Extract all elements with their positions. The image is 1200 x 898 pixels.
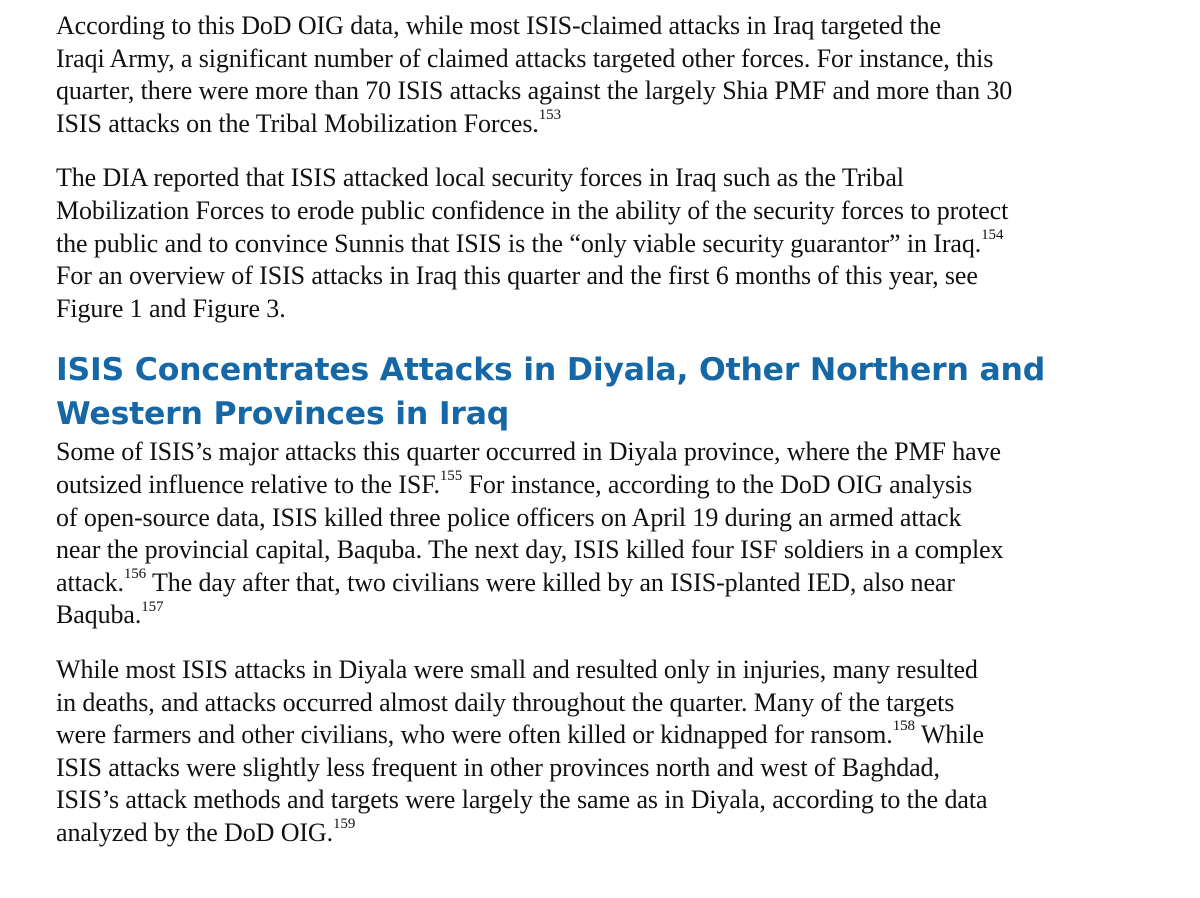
text-line: According to this DoD OIG data, while most ISIS-claimed attacks in Iraq targeted the xyxy=(56,11,941,40)
section-heading xyxy=(56,349,1136,436)
text-line xyxy=(56,817,1136,850)
text-segment: analyzed by the DoD OIG. xyxy=(56,817,334,847)
text-line xyxy=(56,228,1136,261)
text-line: ISIS attacks were slightly less frequent in other provinces north and west of Baghdad, xyxy=(56,752,940,782)
footnote-ref-159: 159 xyxy=(333,816,356,833)
text-segment: While xyxy=(914,720,984,750)
text-line: in deaths, and attacks occurred almost daily throughout the quarter. Many of the targets xyxy=(56,687,955,717)
text-line xyxy=(56,469,1136,502)
paragraph-dia-report xyxy=(56,162,1136,325)
text-segment: attack. xyxy=(56,567,124,597)
text-segment: For instance, according to the DoD OIG analysis xyxy=(462,469,973,499)
text-line: The DIA reported that ISIS attacked local security forces in Iraq such as the Tribal xyxy=(56,163,904,193)
text-line: Iraqi Army, a significant number of claimed attacks targeted other forces. For instance, this xyxy=(56,43,994,73)
text-line xyxy=(56,719,1136,752)
text-line: ISIS’s attack methods and targets were largely the same as in Diyala, according to the data xyxy=(56,785,988,815)
text-segment: The day after that, two civilians were killed by an ISIS-planted IED, also near xyxy=(146,567,955,597)
document-page xyxy=(56,10,1136,871)
text-segment: outsized influence relative to the ISF. xyxy=(56,469,440,499)
footnote-ref-153: 153 xyxy=(538,107,561,124)
text-segment: Baquba. xyxy=(56,600,142,630)
text-line: Figure 1 and Figure 3. xyxy=(56,293,286,323)
text-segment: were farmers and other civilians, who were often killed or kidnapped for ransom. xyxy=(56,720,893,750)
footnote-ref-158: 158 xyxy=(892,718,915,735)
footnote-ref-154: 154 xyxy=(981,226,1004,243)
text-segment: the public and to convince Sunnis that ISIS is the “only viable security guarantor” in Iraq. xyxy=(56,228,982,258)
text-line: of open-source data, ISIS killed three police officers on April 19 during an armed attack xyxy=(56,502,962,532)
text-line xyxy=(56,567,1136,600)
paragraph-dod-oig-data xyxy=(56,10,1136,140)
heading-line: ISIS Concentrates Attacks in Diyala, Other Northern and xyxy=(56,352,1046,389)
text-line: Some of ISIS’s major attacks this quarter occurred in Diyala province, where the PMF have xyxy=(56,437,1001,467)
footnote-ref-157: 157 xyxy=(141,598,164,615)
text-line: quarter, there were more than 70 ISIS attacks against the largely Shia PMF and more than 30 xyxy=(56,76,1013,106)
text-segment: ISIS attacks on the Tribal Mobilization Forces. xyxy=(56,108,539,138)
footnote-ref-156: 156 xyxy=(123,566,147,583)
paragraph-diyala-attacks xyxy=(56,436,1136,632)
text-line xyxy=(56,599,1136,632)
paragraph-diyala-targets xyxy=(56,654,1136,850)
text-line: While most ISIS attacks in Diyala were small and resulted only in injuries, many resulted xyxy=(56,654,978,684)
footnote-ref-155: 155 xyxy=(439,468,463,485)
text-line xyxy=(56,108,1136,141)
text-line: For an overview of ISIS attacks in Iraq this quarter and the first 6 months of this year, see xyxy=(56,261,978,291)
text-line: near the provincial capital, Baquba. The next day, ISIS killed four ISF soldiers in a complex xyxy=(56,535,1004,565)
text-line: Mobilization Forces to erode public confidence in the ability of the security forces to protect xyxy=(56,195,1009,225)
heading-line: Western Provinces in Iraq xyxy=(56,395,510,432)
